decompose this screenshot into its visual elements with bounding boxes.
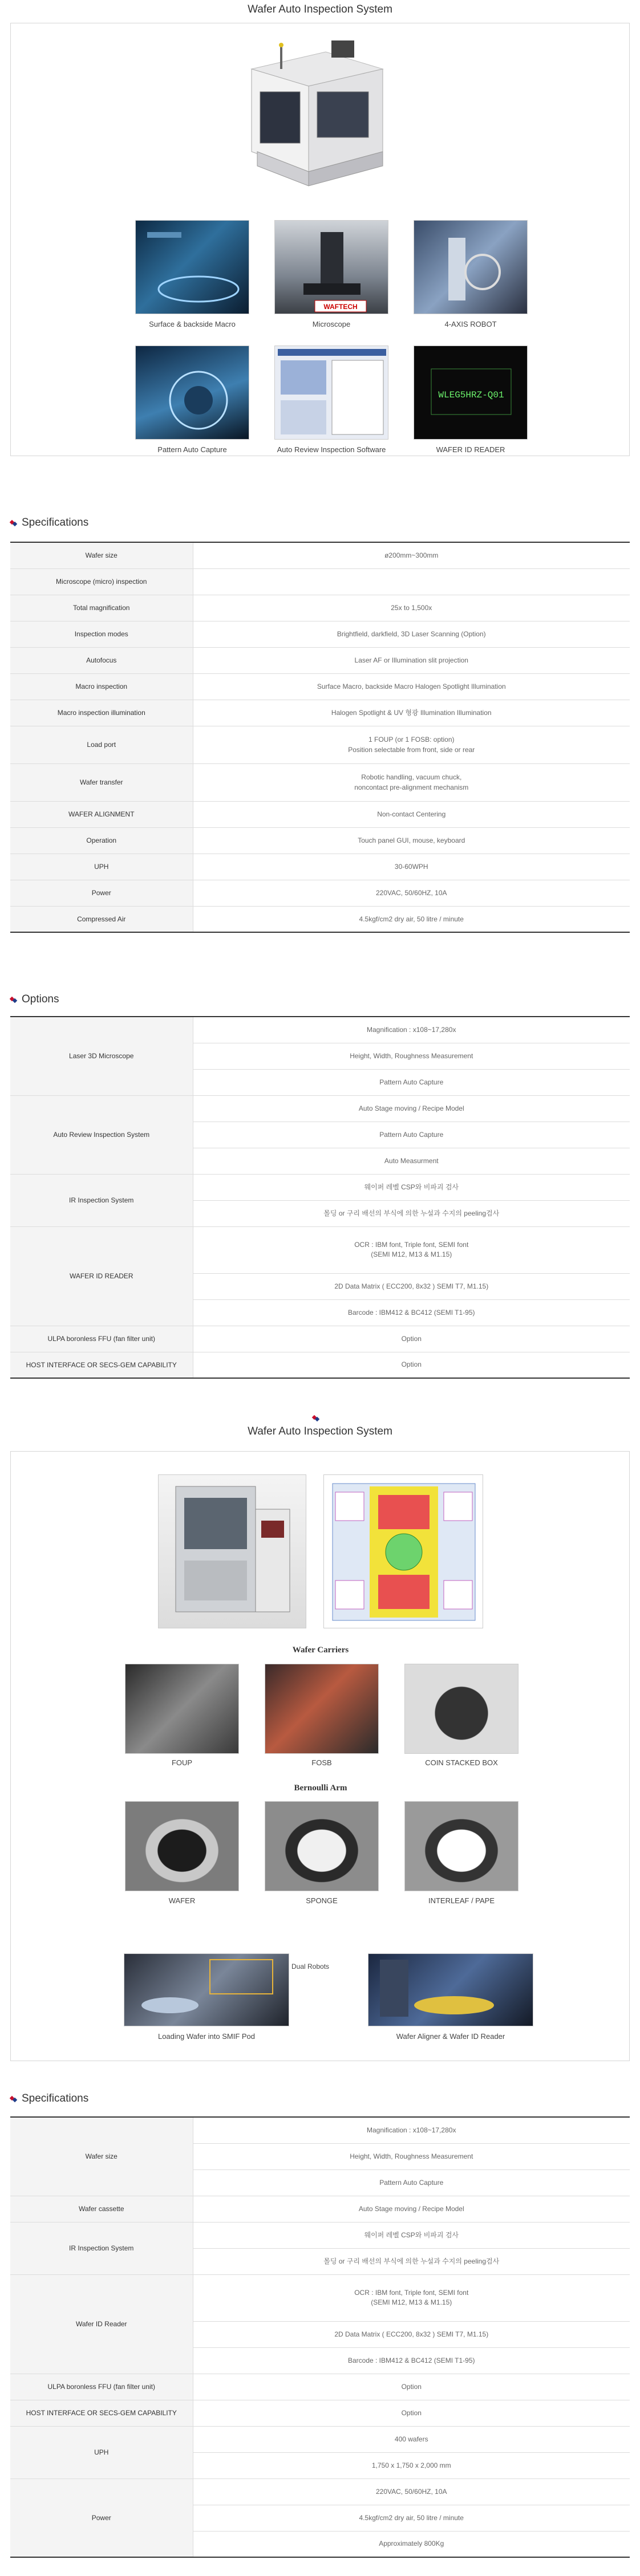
spec-label: Microscope (micro) inspection (10, 568, 193, 595)
spec-row (10, 595, 630, 621)
spec-label: Power (10, 2479, 193, 2557)
spec-value: 220VAC, 50/60HZ, 10A (193, 2479, 630, 2505)
spec-row (10, 1326, 630, 1352)
spec-row (10, 621, 630, 647)
caption-bernoulli-wafer: WAFER (168, 1896, 196, 1905)
spec-value: 2D Data Matrix ( ECC200, 8x32 ) SEMI T7, M1.15) (193, 2321, 630, 2347)
spec-value-line: Halogen Spotlight & UV 형광 Illumination Illumination (331, 709, 492, 717)
spec-label: HOST INTERFACE OR SECS-GEM CAPABILITY (10, 1352, 193, 1378)
spec-value-line: noncontact pre-alignment mechanism (354, 783, 469, 791)
spec2-title: Specifications (22, 2093, 89, 2104)
spec-value: Auto Stage moving / Recipe Model (193, 1095, 630, 1122)
spec-value-line: 25x to 1,500x (391, 604, 432, 612)
caption-review-software: Auto Review Inspection Software (277, 445, 386, 454)
spec-row (10, 801, 630, 827)
spec-row (10, 2400, 630, 2426)
caption-bernoulli-interleaf: INTERLEAF / PAPE (428, 1896, 495, 1905)
spec-row (10, 1095, 630, 1122)
caption-smif-loading: Loading Wafer into SMIF Pod (157, 2032, 256, 2041)
spec-value: Barcode : IBM412 & BC412 (SEMI T1-95) (193, 1299, 630, 1326)
spec1-title: Specifications (22, 517, 89, 529)
caption-wafer-aligner: Wafer Aligner & Wafer ID Reader (396, 2032, 505, 2041)
spec-value: Auto Stage moving / Recipe Model (193, 2196, 630, 2222)
spec-value: Pattern Auto Capture (193, 2169, 630, 2196)
spec-label: ULPA boronless FFU (fan filter unit) (10, 1326, 193, 1352)
wafer-id-text: WLEG5HRZ-Q01 (438, 390, 504, 400)
spec-row (10, 568, 630, 595)
spec-value (193, 595, 630, 621)
spec-value-line: 1 FOUP (or 1 FOSB: option) (368, 736, 455, 743)
spec-value: Magnification : x108~17,280x (193, 1017, 630, 1043)
spec-label: Wafer cassette (10, 2196, 193, 2222)
spec-value-line: ø200mm~300mm (384, 551, 439, 560)
spec-value: 웨이퍼 레벨 CSP와 비파괴 검사 (193, 2222, 630, 2248)
spec-label: Power (10, 880, 193, 906)
spec-row (10, 1226, 630, 1273)
spec-value: Option (193, 2374, 630, 2400)
spec-value: Magnification : x108~17,280x (193, 2117, 630, 2143)
caption-coin-stacked-box: COIN STACKED BOX (425, 1758, 498, 1767)
caption-foup: FOUP (171, 1758, 193, 1767)
spec-value (193, 854, 630, 880)
caption-pattern-capture: Pattern Auto Capture (157, 445, 227, 454)
spec-row (10, 880, 630, 906)
spec-value: 웨이퍼 레벨 CSP와 비파괴 검사 (193, 1174, 630, 1200)
spec-label: Load port (10, 726, 193, 763)
spec-value: Pattern Auto Capture (193, 1122, 630, 1148)
spec-label: IR Inspection System (10, 1174, 193, 1226)
spec-value: 400 wafers (193, 2426, 630, 2452)
spec-label: Wafer ID Reader (10, 2274, 193, 2374)
spec-value: Barcode : IBM412 & BC412 (SEMI T1-95) (193, 2347, 630, 2374)
spec-label: UPH (10, 854, 193, 880)
spec-row (10, 673, 630, 700)
spec-label: Autofocus (10, 647, 193, 673)
waftech-logo: WAFTECH (323, 303, 358, 311)
caption-bernoulli-sponge: SPONGE (306, 1896, 338, 1905)
caption-surface-macro: Surface & backside Macro (149, 320, 236, 328)
spec-value-line: 220VAC, 50/60HZ, 10A (375, 889, 447, 897)
spec-label: Laser 3D Microscope (10, 1017, 193, 1095)
section-bullet-icon (10, 996, 17, 1003)
spec-value-line: Robotic handling, vacuum chuck, (361, 773, 462, 781)
smif-loading-photo (124, 1953, 289, 2026)
system1-gallery (10, 23, 630, 456)
coin-stacked-box-photo (404, 1664, 519, 1754)
spec-value-line: 30-60WPH (394, 863, 428, 871)
spec-row (10, 1352, 630, 1378)
bernoulli-wafer-photo (125, 1801, 239, 1891)
spec-label: Wafer transfer (10, 763, 193, 801)
spec-value (193, 827, 630, 854)
spec-row (10, 700, 630, 726)
spec-label: Auto Review Inspection System (10, 1095, 193, 1174)
spec-row (10, 2374, 630, 2400)
spec-label: Wafer size (10, 2117, 193, 2196)
spec-value-line: Brightfield, darkfield, 3D Laser Scanning (Option) (337, 630, 486, 638)
spec-row (10, 726, 630, 763)
caption-fosb: FOSB (311, 1758, 332, 1767)
spec-value: Auto Measurment (193, 1148, 630, 1174)
spec-label: Macro inspection illumination (10, 700, 193, 726)
spec-row (10, 1017, 630, 1043)
microscope-photo (274, 220, 388, 314)
spec-row (10, 2222, 630, 2248)
fosb-photo (265, 1664, 379, 1754)
spec-value: 2D Data Matrix ( ECC200, 8x32 ) SEMI T7, M1.15) (193, 1273, 630, 1299)
spec-label: Compressed Air (10, 906, 193, 932)
spec-label: Inspection modes (10, 621, 193, 647)
spec-label: Operation (10, 827, 193, 854)
bernoulli-arm-heading: Bernoulli Arm (294, 1783, 347, 1793)
spec-value: Height, Width, Roughness Measurement (193, 2143, 630, 2169)
decorative-mark-icon (313, 1414, 319, 1424)
options-heading (10, 993, 59, 1006)
spec-row (10, 2479, 630, 2505)
spec-value: Pattern Auto Capture (193, 1069, 630, 1095)
pattern-capture-photo (135, 346, 249, 440)
dual-robots-label: Dual Robots (291, 1963, 330, 1970)
options-table (10, 1016, 630, 1379)
spec-value (193, 700, 630, 726)
spec-row (10, 906, 630, 932)
spec-label: Macro inspection (10, 673, 193, 700)
four-axis-robot-photo (414, 220, 528, 314)
spec-row (10, 763, 630, 801)
caption-wafer-id-reader: WAFER ID READER (436, 445, 505, 454)
spec-value: 몰딩 or 구리 배선의 부식에 의한 누설과 수지의 peeling검사 (193, 1200, 630, 1226)
spec-value (193, 763, 630, 801)
spec-value: OCR : IBM font, Triple font, SEMI font (SEMI M12, M13 & M1.15) (193, 1226, 630, 1273)
spec-value-line: 4.5kgf/cm2 dry air, 50 litre / minute (359, 915, 464, 923)
spec-value: Height, Width, Roughness Measurement (193, 1043, 630, 1069)
spec-value (193, 906, 630, 932)
spec-row (10, 647, 630, 673)
surface-macro-photo (135, 220, 249, 314)
spec-label: WAFER ID READER (10, 1226, 193, 1326)
system2-gallery (10, 1451, 630, 2061)
spec-label: Total magnification (10, 595, 193, 621)
spec-row (10, 2117, 630, 2143)
spec-value: Approximately 800Kg (193, 2531, 630, 2557)
spec-value: 몰딩 or 구리 배선의 부식에 의한 누설과 수지의 peeling검사 (193, 2248, 630, 2274)
spec-value (193, 647, 630, 673)
spec-value-line: Position selectable from front, side or rear (348, 746, 475, 754)
spec-value: 4.5kgf/cm2 dry air, 50 litre / minute (193, 2505, 630, 2531)
spec-value-line: Touch panel GUI, mouse, keyboard (358, 836, 465, 844)
spec-label: UPH (10, 2426, 193, 2479)
spec-value (193, 621, 630, 647)
wafer-id-reader-photo (414, 346, 528, 440)
system2-machine-photo (158, 1474, 306, 1628)
spec-value (193, 568, 630, 595)
spec-label: HOST INTERFACE OR SECS-GEM CAPABILITY (10, 2400, 193, 2426)
section-bullet-icon (10, 519, 17, 526)
spec-value-line: Laser AF or Illumination slit projection (354, 656, 468, 664)
spec-row (10, 827, 630, 854)
spec-value: Option (193, 1326, 630, 1352)
spec-row (10, 1174, 630, 1200)
spec-value (193, 726, 630, 763)
spec-label: Wafer size (10, 542, 193, 568)
spec-value (193, 673, 630, 700)
spec-value-line: Non-contact Centering (377, 810, 446, 818)
spec-value: Option (193, 2400, 630, 2426)
caption-microscope: Microscope (312, 320, 351, 328)
spec2-heading (10, 2093, 88, 2105)
spec-label: IR Inspection System (10, 2222, 193, 2274)
spec-value: OCR : IBM font, Triple font, SEMI font (SEMI M12, M13 & M1.15) (193, 2274, 630, 2321)
spec-row (10, 2426, 630, 2452)
caption-four-axis-robot: 4-AXIS ROBOT (444, 320, 497, 328)
spec-row (10, 854, 630, 880)
spec-value-line: Surface Macro, backside Macro Halogen Spotlight Illumination (317, 682, 506, 690)
system2-title: Wafer Auto Inspection System (248, 1425, 392, 1437)
spec-value: 1,750 x 1,750 x 2,000 mm (193, 2452, 630, 2479)
foup-photo (125, 1664, 239, 1754)
bernoulli-sponge-photo (265, 1801, 379, 1891)
spec-value (193, 542, 630, 568)
spec-row (10, 2274, 630, 2321)
spec-value (193, 801, 630, 827)
review-software-screenshot (274, 346, 388, 440)
system2-layout-diagram (323, 1474, 483, 1628)
spec1-table (10, 542, 630, 933)
spec-value: Option (193, 1352, 630, 1378)
options-title: Options (22, 993, 59, 1005)
spec-label: ULPA boronless FFU (fan filter unit) (10, 2374, 193, 2400)
inspection-machine-image (217, 29, 411, 200)
section-bullet-icon (10, 2095, 17, 2102)
spec1-heading (10, 517, 88, 529)
wafer-aligner-photo (368, 1953, 533, 2026)
system1-title: Wafer Auto Inspection System (248, 3, 392, 15)
spec2-table (10, 2116, 630, 2558)
spec-label: WAFER ALIGNMENT (10, 801, 193, 827)
wafer-carriers-heading: Wafer Carriers (292, 1645, 349, 1655)
spec-row (10, 2196, 630, 2222)
bernoulli-interleaf-photo (404, 1801, 519, 1891)
spec-value (193, 880, 630, 906)
spec-row (10, 542, 630, 568)
